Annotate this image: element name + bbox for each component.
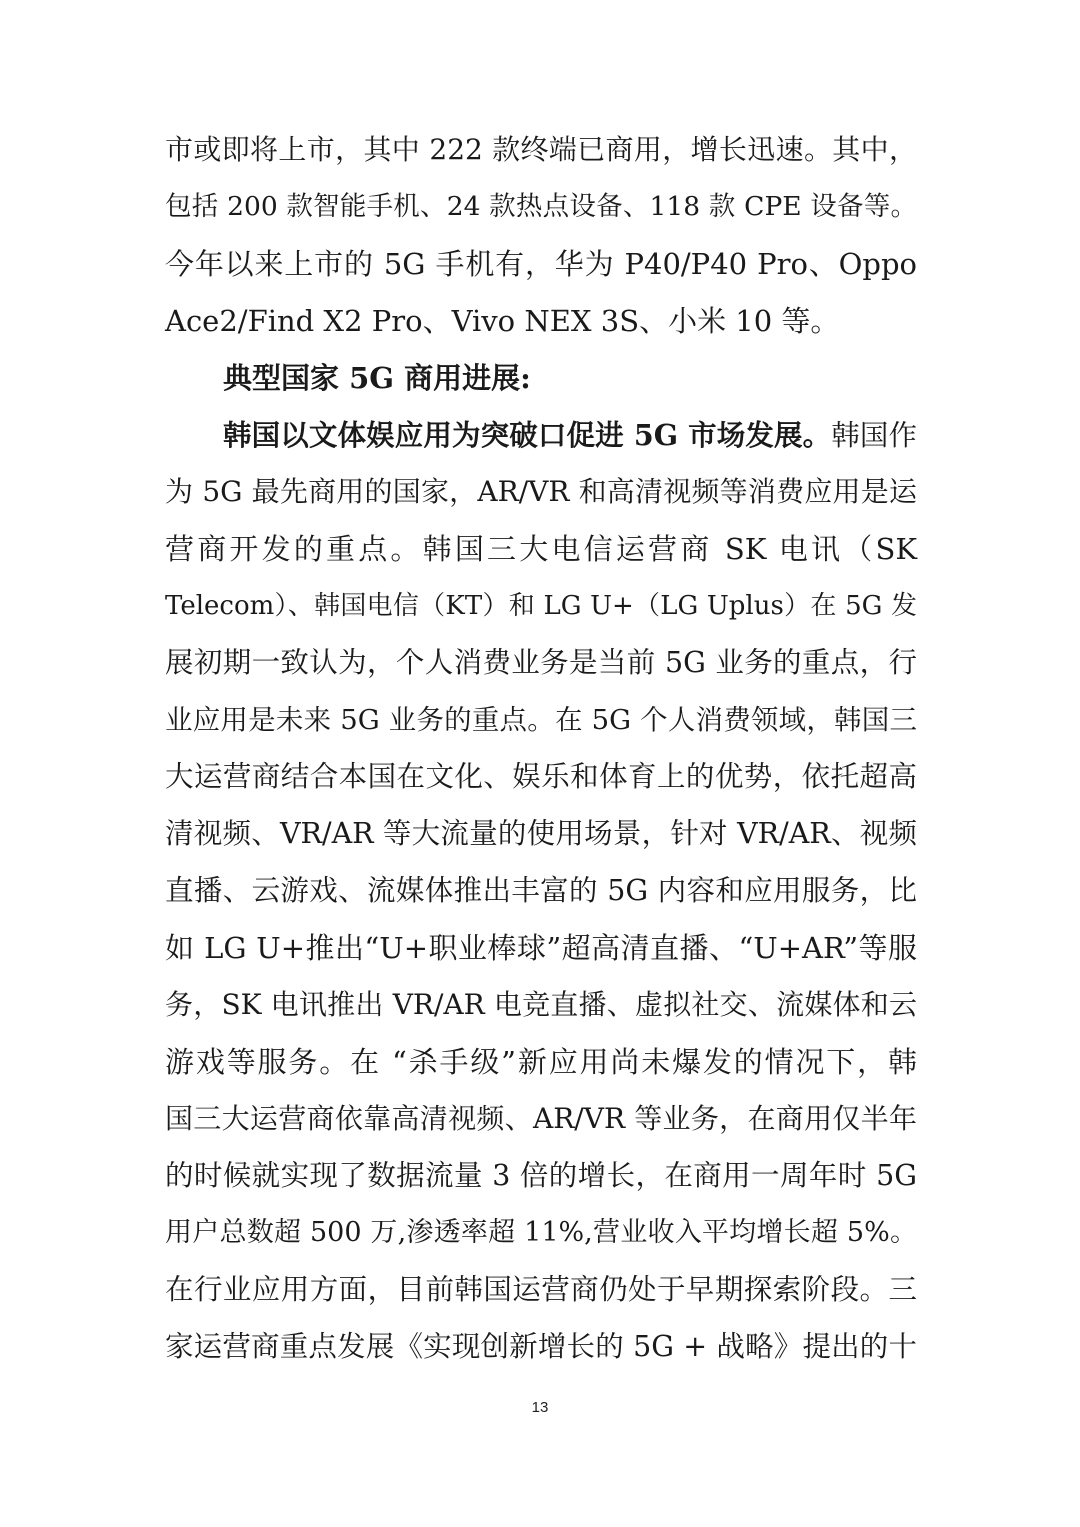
page-number: 13 xyxy=(531,1399,549,1416)
text-line-1: 市或即将上市，其中 222 款终端已商用，增长迅速。其中， xyxy=(165,133,917,166)
paragraph-line-15: 在行业应用方面，目前韩国运营商仍处于早期探索阶段。三 xyxy=(165,1273,917,1306)
paragraph-line-6: 大运营商结合本国在文化、娱乐和体育上的优势，依托超高 xyxy=(165,760,917,793)
paragraph-line-5: 业应用是未来 5G 业务的重点。在 5G 个人消费领域，韩国三 xyxy=(165,704,917,736)
paragraph-line-14: 用户总数超 500 万,渗透率超 11%,营业收入平均增长超 5%。 xyxy=(165,1217,917,1248)
paragraph-line-8: 直播、云游戏、流媒体推出丰富的 5G 内容和应用服务，比 xyxy=(165,874,917,907)
paragraph-line-16: 家运营商重点发展《实现创新增长的 5G + 战略》提出的十 xyxy=(165,1330,917,1363)
paragraph-line-9: 如 LG U+推出“U+职业棒球”超高清直播、“U+AR”等服 xyxy=(165,931,917,965)
paragraph-line-11: 游戏等服务。在 “杀手级”新应用尚未爆发的情况下，韩 xyxy=(165,1045,917,1079)
text-line-3: 今年以来上市的 5G 手机有，华为 P40/P40 Pro、Oppo xyxy=(165,247,917,281)
section-heading: 典型国家 5G 商用进展: xyxy=(223,361,531,395)
paragraph-line-4: 展初期一致认为，个人消费业务是当前 5G 业务的重点，行 xyxy=(165,646,917,679)
paragraph-line-13: 的时候就实现了数据流量 3 倍的增长，在商用一周年时 5G xyxy=(165,1159,917,1192)
paragraph-line-1: 为 5G 最先商用的国家，AR/VR 和高清视频等消费应用是运 xyxy=(165,475,917,508)
paragraph-line-7: 清视频、VR/AR 等大流量的使用场景，针对 VR/AR、视频 xyxy=(165,817,917,850)
paragraph-lead-rest: 韩国作 xyxy=(831,419,917,452)
paragraph-line-12: 国三大运营商依靠高清视频、AR/VR 等业务，在商用仅半年 xyxy=(165,1102,917,1135)
text-line-4: Ace2/Find X2 Pro、Vivo NEX 3S、小米 10 等。 xyxy=(165,304,840,338)
paragraph-line-3: Telecom）、韩国电信（KT）和 LG U+（LG Uplus）在 5G 发 xyxy=(165,591,917,621)
text-line-2: 包括 200 款智能手机、24 款热点设备、118 款 CPE 设备等。 xyxy=(165,191,917,222)
paragraph-line-2: 营商开发的重点。韩国三大电信运营商 SK 电讯（SK xyxy=(165,532,917,566)
paragraph-lead-line xyxy=(223,413,917,457)
paragraph-lead-bold: 韩国以文体娱应用为突破口促进 5G 市场发展。 xyxy=(223,418,832,452)
paragraph-line-10: 务，SK 电讯推出 VR/AR 电竞直播、虚拟社交、流媒体和云 xyxy=(165,988,917,1021)
